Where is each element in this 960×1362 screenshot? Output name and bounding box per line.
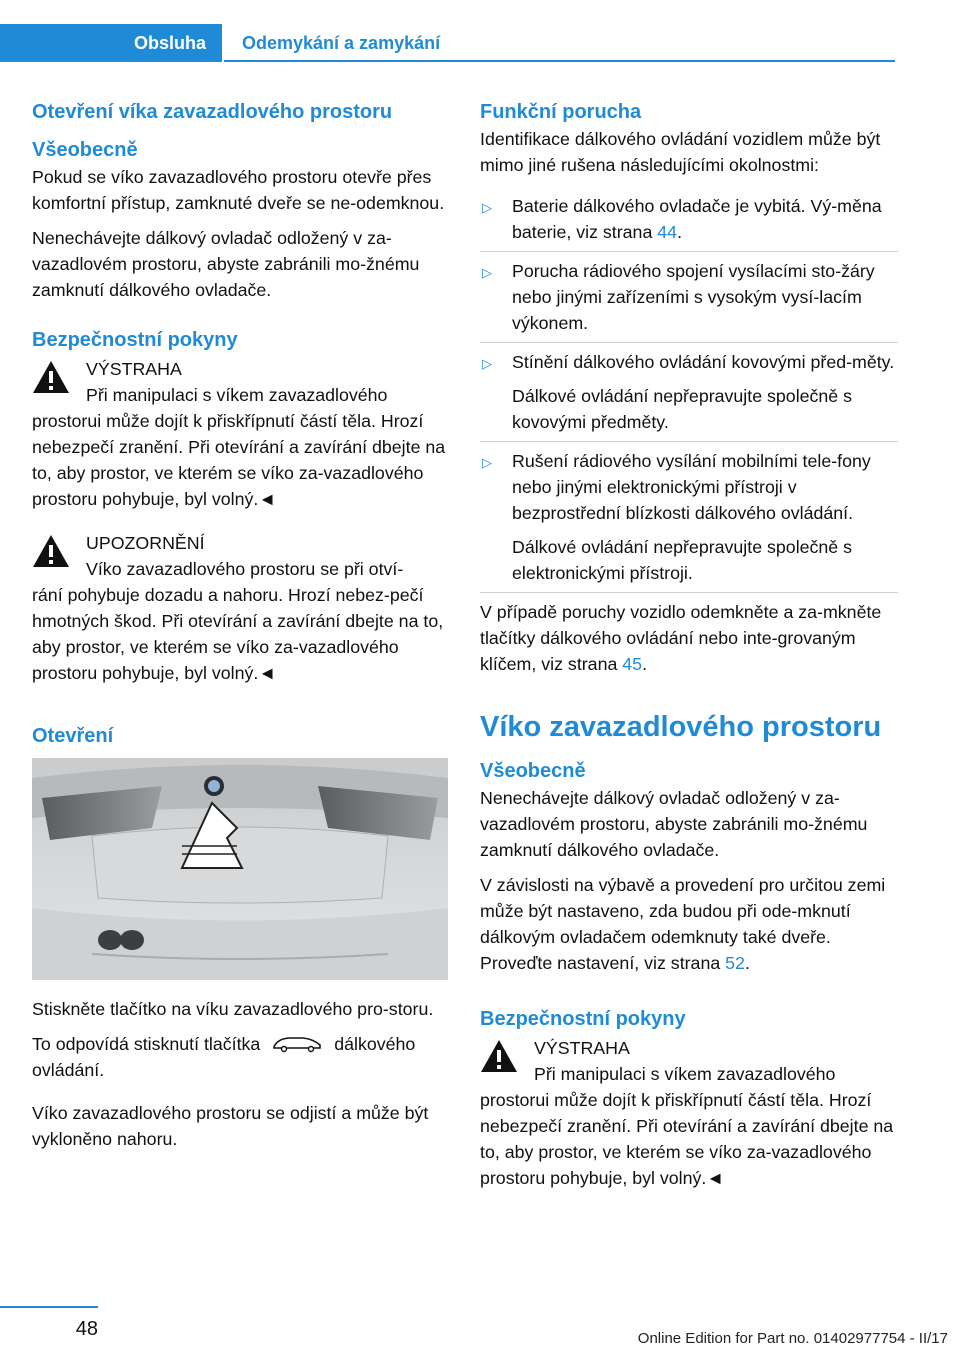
safety-heading: Bezpečnostní pokyny [32,329,238,351]
tab-obsluha[interactable]: Obsluha [0,24,222,62]
fault-list [480,187,898,593]
list-item-note: Dálkové ovládání nepřepravujte společně s elektronickými přístroji. [512,537,853,583]
list-item-note: Dálkové ovládání nepřepravujte společně s kovovými předměty. [512,386,853,432]
list-item: ▷ Rušení rádiového vysílání mobilními tele-fony nebo jinými elektronickými přístroji v bezprostřední blízkosti dálkového ovládání. Dálkové ovládání nepřepravujte společně s elektronickými přístroji. [480,442,898,593]
triangle-bullet-icon: ▷ [482,356,492,371]
general-heading: Všeobecně [32,139,138,161]
warning-lead: Při manipulaci s víkem zavazadlového [86,385,388,405]
general-paragraph-1: Nenechávejte dálkový ovladač odložený v za-vazadlovém prostoru, abyste zabránili mo-žnému zamknutí dálkového ovladače. [480,788,868,860]
safety-heading: Bezpečnostní pokyny [480,1008,686,1030]
open-paragraph-2: To odpovídá stisknutí tlačítka dálkového ovládání. [32,1034,416,1080]
warning-block-1 [32,356,448,512]
warning-block-2 [32,530,448,686]
warning-triangle-icon [32,360,70,394]
trunk-button-photo [32,758,448,980]
page-number: 48 [75,1318,98,1340]
list-item: ▷ Baterie dálkového ovladače je vybitá. Vý-měna baterie, viz strana 44. [480,187,898,252]
car-remote-icon [271,1033,323,1053]
left-column [32,98,448,1161]
page-link[interactable]: 44 [657,222,678,242]
triangle-bullet-icon: ▷ [482,455,492,470]
warning-title: VÝSTRAHA [86,359,182,379]
notice-lead: Víko zavazadlového prostoru se při otví- [86,559,404,579]
section-title: Otevření víka zavazadlového prostoru [32,101,393,123]
list-item: ▷ Porucha rádiového spojení vysílacími sto-žáry nebo jinými zařízeními s vysokým vysí-lacím výkonem. [480,252,898,343]
warning-block [480,1035,898,1191]
notice-title: UPOZORNĚNÍ [86,533,205,553]
general-heading: Všeobecně [480,760,586,782]
fault-heading: Funkční porucha [480,101,642,123]
chapter-title: Víko zavazadlového prostoru [480,711,882,743]
general-paragraph-2: V závislosti na výbavě a provedení pro určitou zemi může být nastaveno, zda budou při ode-mknutí dálkovým ovladačem odemknuty také dveře. Proveďte nastavení, viz strana 52. [480,875,886,973]
header-tabs [0,24,895,62]
triangle-bullet-icon: ▷ [482,265,492,280]
tab-odemykani[interactable]: Odemykání a zamykání [242,33,441,53]
open-heading: Otevření [32,725,114,747]
page-link[interactable]: 45 [622,654,643,674]
general-paragraph-1: Pokud se víko zavazadlového prostoru otevře přes komfortní přístup, zamknuté dveře se ne-odemknou. [32,167,445,213]
warning-title: VÝSTRAHA [534,1038,630,1058]
warning-triangle-icon [480,1039,518,1073]
edition-footer: Online Edition for Part no. 01402977754 - II/17 [637,1330,948,1347]
warning-body: prostorui může dojít k přiskřípnutí částí těla. Hrozí nebezpečí zranění. Při otevírání a zavírání dbejte na to, aby prostor, ve kterém se víko za-vazadlového prostoru pohybuje, byl volný.◄ [480,1090,894,1188]
open-paragraph-1: Stiskněte tlačítko na víku zavazadlového pro-storu. [32,999,434,1019]
fault-outro: V případě poruchy vozidlo odemkněte a za-mkněte tlačítky dálkového ovládání nebo inte-grovaným klíčem, viz strana 45. [480,602,882,674]
page-number-block [0,1306,98,1360]
tab-underline [224,60,895,62]
fault-intro: Identifikace dálkového ovládání vozidlem může být mimo jiné rušena následujícími okolnostmi: [480,129,881,175]
warning-triangle-icon [32,534,70,568]
triangle-bullet-icon: ▷ [482,200,492,215]
page-number-rule [0,1306,98,1308]
general-paragraph-2: Nenechávejte dálkový ovladač odložený v za-vazadlovém prostoru, abyste zabránili mo-žnému zamknutí dálkového ovladače. [32,228,420,300]
notice-body: rání pohybuje dozadu a nahoru. Hrozí nebez-pečí hmotných škod. Při otevírání a zavírání dbejte na to, aby prostor, ve kterém se víko za-vazadlového prostoru pohybuje, byl volný.◄ [32,585,444,683]
list-item: ▷ Stínění dálkového ovládání kovovými před-měty. Dálkové ovládání nepřepravujte společně s kovovými předměty. [480,343,898,442]
open-paragraph-3: Víko zavazadlového prostoru se odjistí a může být vykloněno nahoru. [32,1103,429,1149]
warning-lead: Při manipulaci s víkem zavazadlového [534,1064,836,1084]
right-column [480,98,898,1201]
page-link[interactable]: 52 [725,953,745,973]
warning-body: prostorui může dojít k přiskřípnutí částí těla. Hrozí nebezpečí zranění. Při otevírání a zavírání dbejte na to, aby prostor, ve kterém se víko za-vazadlového prostoru pohybuje, byl volný.◄ [32,411,446,509]
